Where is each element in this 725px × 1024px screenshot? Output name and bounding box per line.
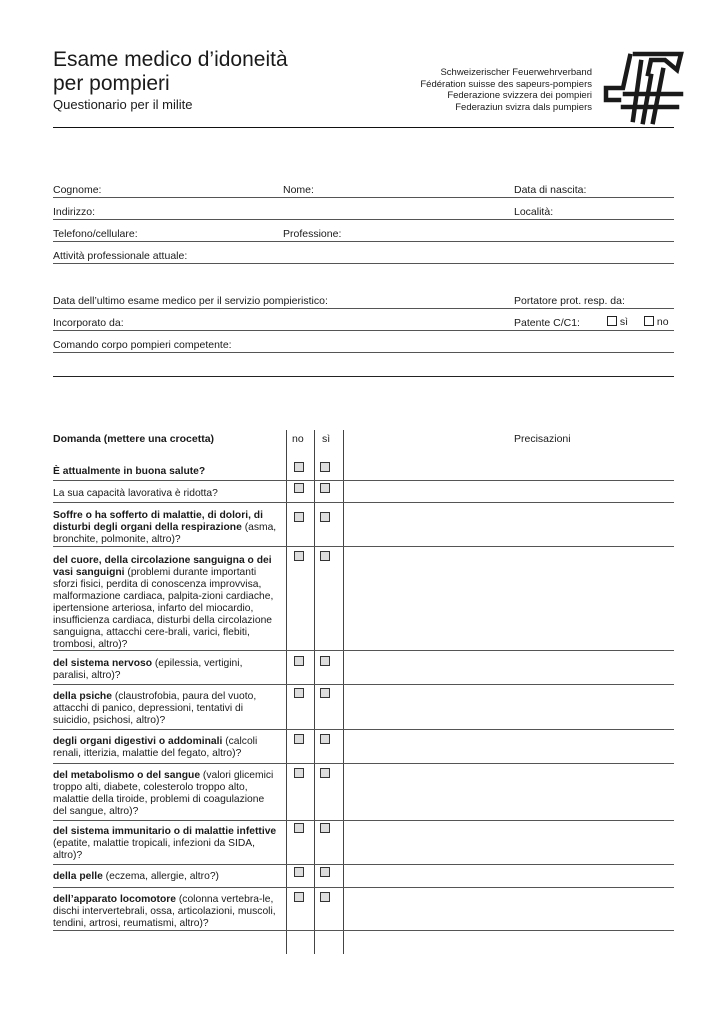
- answer-yes-checkbox[interactable]: [320, 656, 330, 666]
- surname-label: Cognome:: [53, 184, 102, 196]
- question-row: Soffre o ha sofferto di malattie, di dolori, di disturbi degli organi della respirazione (asma, bronchite, polmonite, altro)?: [53, 510, 277, 545]
- answer-no-checkbox[interactable]: [294, 823, 304, 833]
- profession-label: Professione:: [283, 228, 342, 240]
- details-column-header: Precisazioni: [514, 433, 571, 445]
- question-row: della pelle (eczema, allergie, altro?): [53, 871, 219, 882]
- column-divider-no: [286, 430, 287, 954]
- row-divider: [53, 864, 674, 865]
- column-divider-yes: [314, 430, 315, 954]
- yes-column-header: sì: [322, 433, 331, 445]
- row-divider: [53, 763, 674, 764]
- phone-label: Telefono/cellulare:: [53, 228, 138, 240]
- row-divider: [53, 546, 674, 547]
- locality-label: Località:: [514, 206, 554, 218]
- organization-names: Schweizerischer Feuerwehrverband Fédération suisse des sapeurs-pompiers Federazione svizzera dei pompieri Federaziun svizra dals pumpiers: [420, 67, 592, 113]
- answer-yes-checkbox[interactable]: [320, 892, 330, 902]
- surname-field-line[interactable]: [53, 197, 674, 198]
- license-yes-option[interactable]: sì: [607, 316, 628, 328]
- answer-yes-checkbox[interactable]: [320, 551, 330, 561]
- last-exam-field-line[interactable]: [53, 308, 674, 309]
- fire-federation-logo-icon: [603, 50, 685, 126]
- answer-yes-checkbox[interactable]: [320, 462, 330, 472]
- incorporated-field-line[interactable]: [53, 330, 674, 331]
- question-row: della psiche (claustrofobia, paura del vuoto, attacchi di panico, depressioni, tentativi di suicidio, psichosi, altro)?: [53, 691, 257, 726]
- section-divider: [53, 376, 674, 377]
- question-row: dell’apparato locomotore (colonna vertebra-le, dischi intervertebrali, ossa, articolazioni, muscoli, tendini, artrosi, reumatismi, altro)?: [53, 894, 276, 929]
- question-row: degli organi digestivi o addominali (calcoli renali, itterizia, malattie del fegato, altro)?: [53, 736, 258, 759]
- answer-no-checkbox[interactable]: [294, 688, 304, 698]
- question-column-header: Domanda (mettere una crocetta): [53, 433, 215, 445]
- question-row: del metabolismo o del sangue (valori glicemici troppo alti, diabete, colesterolo troppo alto, malattie della tiroide, problemi di coagulazione del sangue, altro)?: [53, 770, 274, 817]
- question-row: del sistema immunitario o di malattie infettive (epatite, malattie tropicali, infezioni da SIDA, altro)?: [53, 826, 277, 861]
- row-divider: [53, 930, 674, 931]
- column-divider-details: [343, 430, 344, 954]
- license-no-checkbox[interactable]: [644, 316, 654, 326]
- row-divider: [53, 480, 674, 481]
- answer-no-checkbox[interactable]: [294, 892, 304, 902]
- answer-yes-checkbox[interactable]: [320, 823, 330, 833]
- respirator-label: Portatore prot. resp. da:: [514, 295, 625, 307]
- question-row: È attualmente in buona salute?: [53, 466, 206, 477]
- birthdate-label: Data di nascita:: [514, 184, 587, 196]
- form-subtitle: Questionario per il milite: [53, 97, 193, 112]
- question-row: La sua capacità lavorativa è ridotta?: [53, 488, 218, 499]
- form-title: Esame medico d’idoneità per pompieri: [53, 48, 288, 95]
- last-exam-label: Data dell’ultimo esame medico per il servizio pompieristico:: [53, 295, 328, 307]
- answer-no-checkbox[interactable]: [294, 768, 304, 778]
- command-label: Comando corpo pompieri competente:: [53, 339, 232, 351]
- license-yes-checkbox[interactable]: [607, 316, 617, 326]
- address-label: Indirizzo:: [53, 206, 96, 218]
- current-activity-field-line[interactable]: [53, 263, 674, 264]
- row-divider: [53, 684, 674, 685]
- answer-no-checkbox[interactable]: [294, 462, 304, 472]
- row-divider: [53, 820, 674, 821]
- address-field-line[interactable]: [53, 219, 674, 220]
- license-label: Patente C/C1:: [514, 317, 580, 329]
- current-activity-label: Attività professionale attuale:: [53, 250, 188, 262]
- answer-yes-checkbox[interactable]: [320, 867, 330, 877]
- answer-yes-checkbox[interactable]: [320, 734, 330, 744]
- license-no-option[interactable]: no: [644, 316, 669, 328]
- answer-no-checkbox[interactable]: [294, 734, 304, 744]
- name-label: Nome:: [283, 184, 314, 196]
- header-divider: [53, 127, 674, 128]
- row-divider: [53, 650, 674, 651]
- answer-yes-checkbox[interactable]: [320, 688, 330, 698]
- row-divider: [53, 729, 674, 730]
- answer-yes-checkbox[interactable]: [320, 768, 330, 778]
- answer-no-checkbox[interactable]: [294, 867, 304, 877]
- answer-no-checkbox[interactable]: [294, 656, 304, 666]
- answer-no-checkbox[interactable]: [294, 551, 304, 561]
- question-row: del sistema nervoso (epilessia, vertigini, paralisi, altro)?: [53, 658, 243, 681]
- answer-no-checkbox[interactable]: [294, 483, 304, 493]
- phone-field-line[interactable]: [53, 241, 674, 242]
- command-field-line[interactable]: [53, 352, 674, 353]
- question-row: del cuore, della circolazione sanguigna o dei vasi sanguigni (problemi durante importanti sforzi fisici, perdita di conoscenza improvvisa, malformazione cardiaca, palpita-zioni cardiache, ipertensione arteriosa, infarto del miocardio, insufficienza cardiaca, disturbi della circolazione sanguigna, attacchi cere-brali, varici, flebiti, trombosi, altro)?: [53, 555, 274, 650]
- incorporated-label: Incorporato da:: [53, 317, 124, 329]
- answer-yes-checkbox[interactable]: [320, 512, 330, 522]
- answer-yes-checkbox[interactable]: [320, 483, 330, 493]
- row-divider: [53, 887, 674, 888]
- no-column-header: no: [292, 433, 304, 445]
- answer-no-checkbox[interactable]: [294, 512, 304, 522]
- row-divider: [53, 502, 674, 503]
